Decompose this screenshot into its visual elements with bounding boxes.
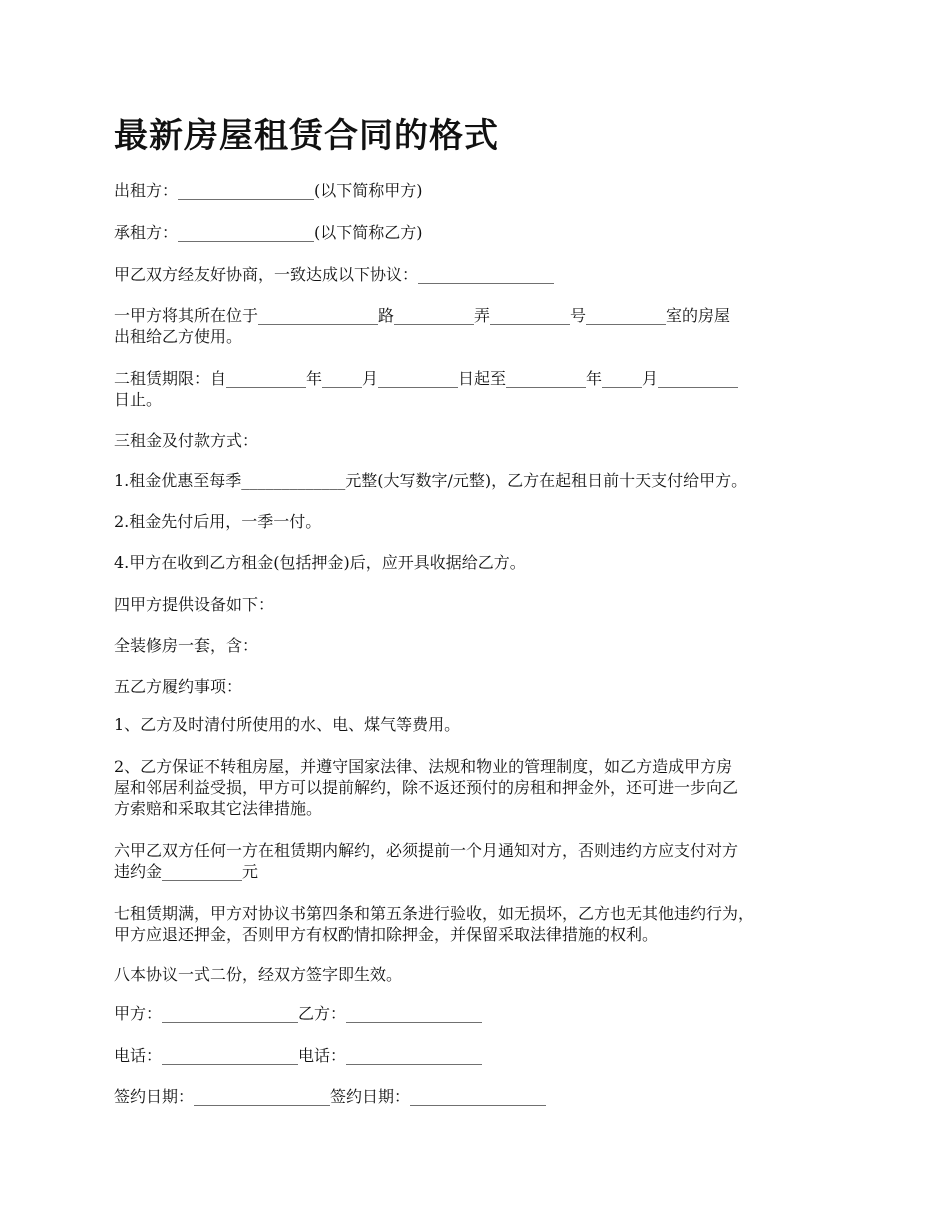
- clause-1-premises: 一甲方将其所在位于_______________路__________弄__________号__________室的房屋 出租给乙方使用。: [114, 306, 731, 346]
- signature-party-line: 甲方：_________________乙方：_________________: [114, 1004, 483, 1023]
- clause-3-item-1: 1.租金优惠至每季_____________元整(大写数字/元整)，乙方在起租日前十天支付给甲方。: [114, 471, 748, 490]
- clause-4-heading: 四甲方提供设备如下：: [114, 595, 275, 614]
- clause-5-heading: 五乙方履约事项：: [114, 677, 243, 696]
- clause-6-termination: 六甲乙双方任何一方在租赁期内解约，必须提前一个月通知对方，否则违约方应支付对方 违约金__________元: [114, 841, 739, 881]
- clause-4-item: 全装修房一套，含：: [114, 636, 259, 655]
- clause-agreement-intro: 甲乙双方经友好协商，一致达成以下协议：_________________: [114, 265, 555, 284]
- document-title: 最新房屋租赁合同的格式: [114, 116, 499, 156]
- signature-date-line: 签约日期：_________________签约日期：_________________: [114, 1087, 547, 1106]
- clause-lessee: 承租方：_________________(以下简称乙方): [114, 223, 423, 242]
- clause-5-item-2: 2、乙方保证不转租房屋，并遵守国家法律、法规和物业的管理制度，如乙方造成甲方房 屋和邻居利益受损，甲方可以提前解约，除不返还预付的房租和押金外，还可进一步向乙 方索赔和采取其它法律措施。: [114, 757, 739, 818]
- clause-2-term: 二租赁期限：自__________年_____月__________日起至__________年_____月__________ 日止。: [114, 369, 739, 409]
- clause-3-heading: 三租金及付款方式：: [114, 431, 259, 450]
- clause-5-item-1: 1、乙方及时清付所使用的水、电、煤气等费用。: [114, 715, 461, 734]
- clause-8-effect: 八本协议一式二份，经双方签字即生效。: [114, 965, 403, 984]
- signature-phone-line: 电话：_________________电话：_________________: [114, 1046, 483, 1065]
- clause-lessor: 出租方：_________________(以下简称甲方): [114, 181, 423, 200]
- clause-3-item-2: 2.租金先付后用，一季一付。: [114, 512, 322, 531]
- clause-3-item-4: 4.甲方在收到乙方租金(包括押金)后，应开具收据给乙方。: [114, 553, 526, 572]
- clause-7-expiry: 七租赁期满，甲方对协议书第四条和第五条进行验收，如无损坏，乙方也无其他违约行为， 甲方应退还押金，否则甲方有权酌情扣除押金，并保留采取法律措施的权利。: [114, 904, 755, 944]
